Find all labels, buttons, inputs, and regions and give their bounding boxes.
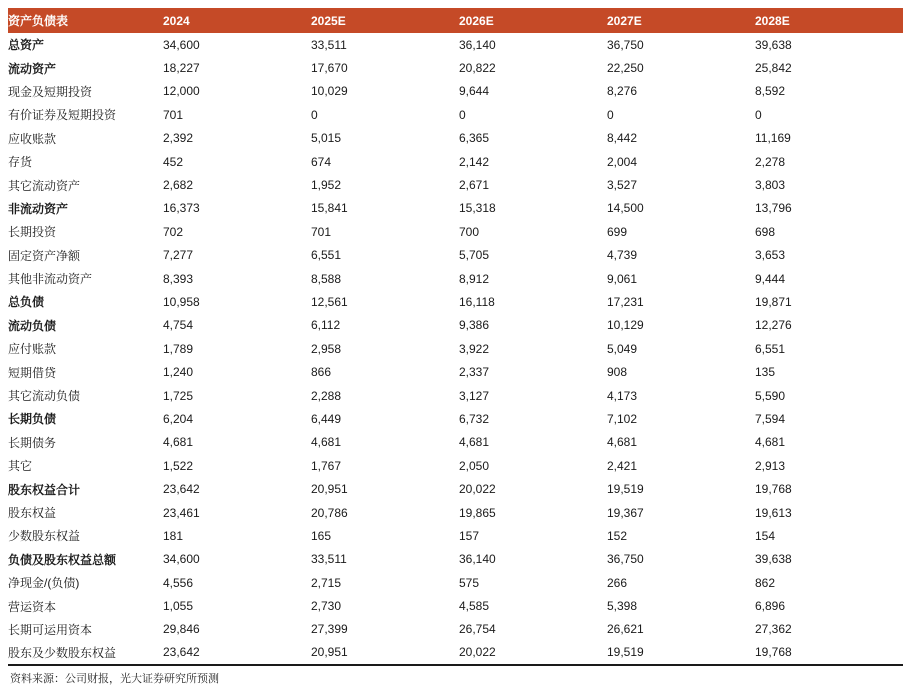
row-label: 流动负债 — [8, 318, 57, 333]
cell-value: 6,732 — [459, 411, 490, 426]
column-header-2028e: 2028E — [755, 13, 790, 28]
row-label: 应付账款 — [8, 342, 57, 357]
column-header-2027e: 2027E — [607, 13, 642, 28]
row-label: 净现金/(负债) — [8, 576, 80, 591]
cell-value: 11,169 — [755, 131, 791, 146]
row-label: 长期投资 — [8, 225, 57, 240]
cell-value: 36,750 — [607, 552, 644, 567]
cell-value: 6,365 — [459, 131, 490, 146]
row-label: 股东权益合计 — [8, 482, 81, 497]
cell-value: 9,386 — [459, 318, 490, 333]
cell-value: 36,750 — [607, 37, 644, 52]
cell-value: 3,653 — [755, 248, 786, 263]
table-row — [8, 571, 903, 594]
cell-value: 19,865 — [459, 505, 496, 520]
cell-value: 698 — [755, 224, 776, 239]
cell-value: 1,055 — [163, 599, 194, 614]
cell-value: 2,958 — [311, 341, 342, 356]
table-row — [8, 618, 903, 641]
cell-value: 4,739 — [607, 248, 638, 263]
cell-value: 23,642 — [163, 645, 200, 660]
row-label: 短期借贷 — [8, 365, 57, 380]
cell-value: 6,551 — [311, 248, 342, 263]
cell-value: 0 — [607, 107, 614, 122]
cell-value: 4,585 — [459, 599, 490, 614]
row-label: 固定资产净额 — [8, 248, 81, 263]
cell-value: 5,590 — [755, 388, 786, 403]
cell-value: 4,681 — [311, 435, 342, 450]
cell-value: 16,118 — [459, 294, 495, 309]
cell-value: 701 — [163, 107, 184, 122]
cell-value: 20,951 — [311, 482, 348, 497]
cell-value: 9,644 — [459, 84, 490, 99]
cell-value: 19,519 — [607, 482, 644, 497]
table-body — [8, 33, 903, 665]
column-header-2024: 2024 — [163, 13, 190, 28]
cell-value: 1,725 — [163, 388, 194, 403]
cell-value: 23,642 — [163, 482, 200, 497]
cell-value: 26,621 — [607, 622, 644, 637]
cell-value: 19,613 — [755, 505, 792, 520]
cell-value: 12,561 — [311, 294, 348, 309]
cell-value: 6,204 — [163, 411, 194, 426]
cell-value: 2,050 — [459, 458, 490, 473]
cell-value: 2,421 — [607, 458, 638, 473]
cell-value: 8,442 — [607, 131, 638, 146]
cell-value: 701 — [311, 224, 332, 239]
table-row — [8, 80, 903, 103]
cell-value: 8,276 — [607, 84, 638, 99]
cell-value: 27,362 — [755, 622, 792, 637]
cell-value: 39,638 — [755, 552, 792, 567]
cell-value: 7,102 — [607, 411, 638, 426]
row-label: 长期债务 — [8, 435, 57, 450]
cell-value: 19,519 — [607, 645, 644, 660]
table-row — [8, 103, 903, 126]
table-row — [8, 197, 903, 220]
table-row — [8, 477, 903, 500]
cell-value: 575 — [459, 575, 480, 590]
cell-value: 26,754 — [459, 622, 496, 637]
cell-value: 18,227 — [163, 61, 200, 76]
cell-value: 2,337 — [459, 365, 490, 380]
cell-value: 0 — [311, 107, 318, 122]
column-header-2025e: 2025E — [311, 13, 346, 28]
row-label: 负债及股东权益总额 — [8, 552, 117, 567]
cell-value: 5,015 — [311, 131, 342, 146]
row-label: 长期负债 — [8, 412, 57, 427]
source-note: 资料来源：公司财报，光大证券研究所预测 — [10, 673, 219, 685]
cell-value: 2,671 — [459, 178, 490, 193]
table-row — [8, 524, 903, 547]
cell-value: 19,367 — [607, 505, 644, 520]
cell-value: 20,022 — [459, 482, 496, 497]
cell-value: 23,461 — [163, 505, 200, 520]
cell-value: 152 — [607, 528, 628, 543]
cell-value: 9,061 — [607, 271, 638, 286]
cell-value: 12,000 — [163, 84, 200, 99]
cell-value: 2,730 — [311, 599, 342, 614]
cell-value: 10,958 — [163, 294, 200, 309]
table-row — [8, 454, 903, 477]
row-label: 总资产 — [8, 38, 45, 53]
row-label: 流动资产 — [8, 61, 57, 76]
row-label: 长期可运用资本 — [8, 622, 93, 637]
cell-value: 5,705 — [459, 248, 490, 263]
cell-value: 157 — [459, 528, 480, 543]
cell-value: 34,600 — [163, 552, 200, 567]
cell-value: 6,112 — [311, 318, 341, 333]
cell-value: 4,556 — [163, 575, 194, 590]
row-label: 存货 — [8, 155, 33, 170]
cell-value: 2,004 — [607, 154, 638, 169]
cell-value: 19,871 — [755, 294, 792, 309]
cell-value: 181 — [163, 528, 184, 543]
cell-value: 12,276 — [755, 318, 792, 333]
cell-value: 36,140 — [459, 552, 496, 567]
cell-value: 3,922 — [459, 341, 490, 356]
cell-value: 19,768 — [755, 645, 792, 660]
table-row — [8, 431, 903, 454]
cell-value: 36,140 — [459, 37, 496, 52]
table-row — [8, 360, 903, 383]
cell-value: 9,444 — [755, 271, 786, 286]
table-row — [8, 548, 903, 571]
cell-value: 866 — [311, 365, 332, 380]
row-label: 非流动资产 — [8, 201, 69, 216]
cell-value: 4,173 — [607, 388, 638, 403]
cell-value: 3,803 — [755, 178, 786, 193]
cell-value: 19,768 — [755, 482, 792, 497]
cell-value: 908 — [607, 365, 628, 380]
cell-value: 1,240 — [163, 365, 194, 380]
cell-value: 8,393 — [163, 271, 194, 286]
cell-value: 17,231 — [607, 294, 644, 309]
cell-value: 2,392 — [163, 131, 194, 146]
cell-value: 862 — [755, 575, 776, 590]
table-row — [8, 641, 903, 664]
cell-value: 33,511 — [311, 552, 347, 567]
table-row — [8, 594, 903, 617]
cell-value: 10,129 — [607, 318, 644, 333]
cell-value: 34,600 — [163, 37, 200, 52]
cell-value: 27,399 — [311, 622, 348, 637]
cell-value: 135 — [755, 365, 776, 380]
cell-value: 2,715 — [311, 575, 342, 590]
row-label: 营运资本 — [8, 599, 57, 614]
cell-value: 16,373 — [163, 201, 200, 216]
cell-value: 2,142 — [459, 154, 490, 169]
cell-value: 154 — [755, 528, 776, 543]
cell-value: 6,896 — [755, 599, 786, 614]
cell-value: 4,681 — [163, 435, 194, 450]
cell-value: 5,398 — [607, 599, 638, 614]
column-header-2026e: 2026E — [459, 13, 494, 28]
cell-value: 452 — [163, 154, 184, 169]
cell-value: 4,754 — [163, 318, 194, 333]
row-label: 股东权益 — [8, 506, 57, 520]
cell-value: 20,951 — [311, 645, 348, 660]
cell-value: 15,318 — [459, 201, 496, 216]
table-row — [8, 314, 903, 337]
cell-value: 3,527 — [607, 178, 638, 193]
cell-value: 20,022 — [459, 645, 496, 660]
table-row — [8, 244, 903, 267]
cell-value: 29,846 — [163, 622, 200, 637]
cell-value: 2,913 — [755, 458, 786, 473]
cell-value: 266 — [607, 575, 628, 590]
cell-value: 1,789 — [163, 341, 194, 356]
cell-value: 0 — [459, 107, 466, 122]
cell-value: 8,588 — [311, 271, 342, 286]
cell-value: 702 — [163, 224, 184, 239]
row-label: 其它 — [8, 459, 33, 474]
cell-value: 2,288 — [311, 388, 342, 403]
cell-value: 15,841 — [311, 201, 348, 216]
cell-value: 39,638 — [755, 37, 792, 52]
cell-value: 4,681 — [755, 435, 786, 450]
cell-value: 20,786 — [311, 505, 348, 520]
table-row — [8, 220, 903, 243]
cell-value: 700 — [459, 224, 480, 239]
cell-value: 14,500 — [607, 201, 644, 216]
row-label: 股东及少数股东权益 — [8, 645, 117, 660]
cell-value: 13,796 — [755, 201, 792, 216]
cell-value: 4,681 — [459, 435, 490, 450]
table-row — [8, 384, 903, 407]
row-label: 总负债 — [8, 295, 45, 310]
cell-value: 6,449 — [311, 411, 342, 426]
row-label: 现金及短期投资 — [8, 84, 93, 99]
table-row — [8, 267, 903, 290]
table-row — [8, 33, 903, 56]
table-row — [8, 150, 903, 173]
row-label: 应收账款 — [8, 131, 57, 146]
cell-value: 699 — [607, 224, 628, 239]
table-title: 资产负债表 — [8, 14, 69, 28]
cell-value: 2,682 — [163, 178, 194, 193]
cell-value: 1,522 — [163, 458, 194, 473]
cell-value: 20,822 — [459, 61, 496, 76]
table-row — [8, 337, 903, 360]
balance-sheet-table — [8, 8, 903, 666]
cell-value: 6,551 — [755, 341, 786, 356]
cell-value: 7,594 — [755, 411, 786, 426]
row-label: 有价证券及短期投资 — [8, 108, 117, 123]
row-label: 其它流动资产 — [8, 178, 81, 193]
cell-value: 3,127 — [459, 388, 490, 403]
row-label: 其它流动负债 — [8, 389, 81, 404]
cell-value: 8,912 — [459, 271, 490, 286]
table-header-row — [8, 8, 903, 33]
cell-value: 17,670 — [311, 61, 348, 76]
table-row — [8, 407, 903, 430]
table-row — [8, 501, 903, 524]
cell-value: 1,767 — [311, 458, 342, 473]
cell-value: 1,952 — [311, 178, 342, 193]
cell-value: 7,277 — [163, 248, 194, 263]
table-row — [8, 127, 903, 150]
cell-value: 4,681 — [607, 435, 638, 450]
cell-value: 0 — [755, 107, 762, 122]
table-row — [8, 56, 903, 79]
row-label: 少数股东权益 — [8, 529, 81, 544]
cell-value: 5,049 — [607, 341, 638, 356]
cell-value: 8,592 — [755, 84, 786, 99]
cell-value: 10,029 — [311, 84, 348, 99]
cell-value: 33,511 — [311, 37, 347, 52]
table-row — [8, 290, 903, 313]
cell-value: 165 — [311, 528, 332, 543]
row-label: 其他非流动资产 — [8, 272, 93, 287]
cell-value: 22,250 — [607, 61, 644, 76]
cell-value: 674 — [311, 154, 332, 169]
cell-value: 2,278 — [755, 154, 786, 169]
cell-value: 25,842 — [755, 61, 792, 76]
table-row — [8, 173, 903, 196]
